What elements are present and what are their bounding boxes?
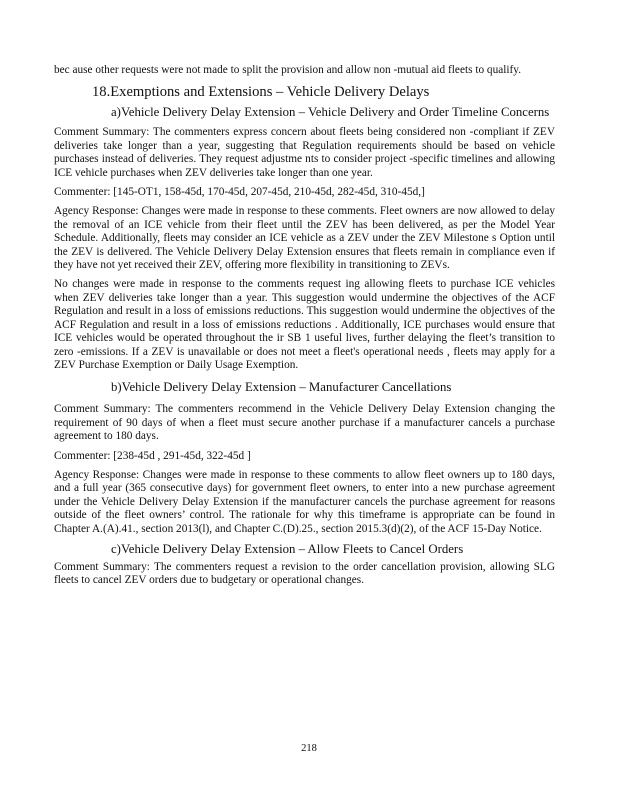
section-heading: 18.Exemptions and Extensions – Vehicle Delivery Delays — [92, 84, 430, 101]
document-body — [54, 64, 555, 588]
subsection-a-agency-response-continued: No changes were made in response to the comments request ing allowing fleets to purchase ICE vehicles when ZEV deliveries take longer than a year. This suggestion would undermine the objectives of the ACF Regulation and result in a loss of emissions reductions. This suggestion would undermine the objectives of the ACF Regulation and result in a loss of emissions reductions . Additionally, ICE purchases would ensure that ICE vehicles would be operated throughout the ir SB 1 useful lives, further delaying the fleet’s transition to zero -emissions. If a ZEV is unavailable or does not meet a fleet's operational needs , fleets may apply for a ZEV Purchase Exemption or Daily Usage Exemption. — [54, 278, 555, 371]
subsection-b-comment-summary: Comment Summary: The commenters recommend in the Vehicle Delivery Delay Extension changing the requirement of 90 days of when a fleet must secure another purchase if a manufacturer cancels a purchase agreement to 180 days. — [54, 403, 555, 443]
subsection-a-comment-summary: Comment Summary: The commenters express concern about fleets being considered non -compliant if ZEV deliveries take longer than a year, suggesting that Regulation requirements should be based on vehicle purchases instead of deliveries. They request adjustme nts to consider project -specific timelines and allowing ICE vehicle purchases when ZEV deliveries take longer than one year. — [54, 126, 555, 179]
subsection-a-heading: a)Vehicle Delivery Delay Extension – Vehicle Delivery and Order Timeline Concerns — [111, 105, 550, 120]
page-number: 218 — [301, 743, 317, 754]
subsection-b-agency-response: Agency Response: Changes were made in response to these comments to allow fleet owners up to 180 days, and a full year (365 consecutive days) for government fleet owners, to enter into a new purchase agreement under the Vehicle Delivery Delay Extension if the manufacturer cancels the purchase agreement for reasons outside of the fleet owners’ control. The rationale for why this timeframe is appropriate can be found in Chapter A.(A).41., section 2013(l), and Chapter C.(D).25., section 2015.3(d)(2), of the ACF 15-Day Notice. — [54, 468, 555, 535]
subsection-c-comment-summary: Comment Summary: The commenters request a revision to the order cancellation provision, allowing SLG fleets to cancel ZEV orders due to budgetary or operational changes. — [54, 560, 555, 587]
subsection-a-commenter: Commenter: [145-OT1, 158-45d, 170-45d, 207-45d, 210-45d, 282-45d, 310-45d,] — [54, 186, 425, 199]
subsection-c-heading: c)Vehicle Delivery Delay Extension – Allow Fleets to Cancel Orders — [111, 541, 464, 556]
intro-paragraph: bec ause other requests were not made to split the provision and allow non -mutual aid fleets to qualify. — [54, 64, 522, 76]
subsection-b-heading: b)Vehicle Delivery Delay Extension – Manufacturer Cancellations — [111, 380, 452, 395]
subsection-a-agency-response: Agency Response: Changes were made in response to these comments. Fleet owners are now allowed to delay the removal of an ICE vehicle from their fleet until the ZEV has been delivered, as per the Model Year Schedule. Additionally, fleets may consider an ICE vehicle as a ZEV under the ZEV Milestone s Option until the ZEV is delivered. The Vehicle Delivery Delay Extension ensures that fleets remain in compliance even if they have not yet received their ZEV, offering more flexibility in transitioning to ZEVs. — [54, 205, 555, 272]
subsection-b-commenter: Commenter: [238-45d , 291-45d, 322-45d ] — [54, 449, 251, 462]
